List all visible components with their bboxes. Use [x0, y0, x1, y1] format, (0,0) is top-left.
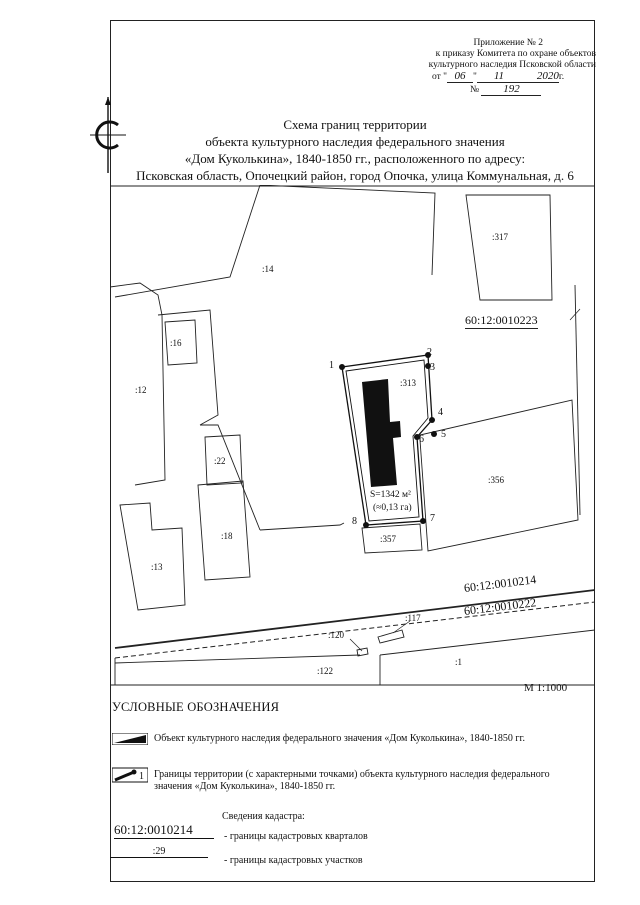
area-hectares: (≈0,13 га) — [373, 503, 412, 513]
legend-boundary-text-2: значения «Дом Куколькина», 1840-1850 гг. — [154, 781, 336, 792]
parcel-1-north — [380, 630, 595, 655]
point-label-1: 1 — [329, 360, 334, 371]
legend-building-swatch — [112, 733, 148, 745]
parcel-122-north — [115, 655, 360, 663]
quarter-label-10222: 60:12:0010222 — [463, 595, 538, 619]
legend-parcel-desc: - границы кадастровых участков — [224, 855, 363, 866]
parcel-label-122: :122 — [317, 666, 334, 676]
parcel-14-east — [260, 185, 435, 275]
legend-boundary-point: 1 — [139, 771, 144, 782]
point-5-marker — [431, 431, 437, 437]
parcel-label-120: :120 — [328, 630, 345, 640]
parcel-12-east — [158, 310, 218, 425]
point-label-6: 6 — [419, 434, 424, 445]
legend-cadastre-title: Сведения кадастра: — [222, 811, 305, 822]
date-prefix: от " — [432, 72, 448, 82]
title-line-1: Схема границ территории — [283, 117, 427, 132]
order-reference: к приказу Комитета по охране объектов — [435, 49, 596, 59]
title-line-2: объекта культурного наследия федерального значения — [205, 134, 505, 149]
parcel-label-356: :356 — [488, 475, 505, 485]
point-label-5: 5 — [441, 429, 446, 440]
legend-quarter-sample: 60:12:0010214 — [114, 822, 214, 839]
parcel-label-12: :12 — [135, 385, 147, 395]
parcel-label-14: :14 — [262, 264, 274, 274]
parcel-317-boundary — [466, 195, 552, 300]
order-date — [432, 71, 612, 83]
point-4-marker — [429, 417, 435, 423]
point-7-marker — [420, 518, 426, 524]
date-suffix: г. — [558, 72, 565, 82]
number-prefix: № — [470, 85, 480, 95]
parcel-12-boundary — [110, 283, 165, 485]
title-line-4: Псковская область, Опочецкий район, город Опочка, улица Коммунальная, д. 6 — [136, 168, 574, 183]
date-month: 11 — [477, 71, 521, 83]
order-number — [470, 84, 580, 96]
point-label-4: 4 — [438, 407, 443, 418]
parcel-label-357: :357 — [380, 534, 397, 544]
parcel-14-boundary — [115, 185, 260, 297]
point-label-2: 2 — [427, 347, 432, 358]
quarter-label-10214: 60:12:0010214 — [463, 572, 538, 596]
title-line-3: «Дом Куколькина», 1840-1850 гг., расположенного по адресу: — [184, 151, 526, 166]
number-value: 192 — [481, 84, 541, 96]
quarter-label-10223: 60:12:0010223 — [465, 313, 538, 327]
legend-title: УСЛОВНЫЕ ОБОЗНАЧЕНИЯ — [112, 700, 280, 714]
legend-parcel-sample: :29 — [110, 846, 208, 858]
committee-name: культурного наследия Псковской области — [428, 60, 596, 70]
date-mid: " — [473, 72, 477, 82]
date-day: 06 — [447, 71, 473, 83]
point-label-3: 3 — [430, 362, 435, 373]
parcel-label-18: :18 — [221, 531, 233, 541]
legend-boundary-text-1: Границы территории (с характерными точками) объекта культурного наследия федерального — [154, 769, 550, 780]
point-label-7: 7 — [430, 513, 435, 524]
date-year: 2020 — [521, 71, 559, 83]
lane-boundary — [260, 523, 344, 530]
parcel-label-13: :13 — [151, 562, 163, 572]
parcel-label-16: :16 — [170, 338, 182, 348]
parcel-label-317: :317 — [492, 232, 509, 242]
point-8-marker — [363, 522, 369, 528]
parcel-13-boundary — [120, 503, 185, 610]
parcel-label-313: :313 — [400, 378, 417, 388]
area-value: S=1342 м² — [370, 490, 411, 500]
point-label-8: 8 — [352, 516, 357, 527]
cadastral-map — [110, 185, 595, 695]
leader-10223 — [570, 309, 580, 320]
parcel-label-1: :1 — [455, 657, 463, 667]
map-scale: М 1:1000 — [524, 682, 568, 694]
heritage-building — [362, 379, 401, 487]
parcel-117-boundary — [378, 630, 404, 643]
appendix-number: Приложение № 2 — [473, 38, 543, 48]
parcel-18-north — [200, 425, 260, 530]
parcel-label-22: :22 — [214, 456, 226, 466]
parcel-label-117: :117 — [405, 613, 421, 623]
leader-120 — [350, 639, 362, 651]
legend-object-text: Объект культурного наследия федерального значения «Дом Куколькина», 1840-1850 гг. — [154, 733, 525, 744]
point-1-marker — [339, 364, 345, 370]
legend-quarter-desc: - границы кадастровых кварталов — [224, 831, 368, 842]
